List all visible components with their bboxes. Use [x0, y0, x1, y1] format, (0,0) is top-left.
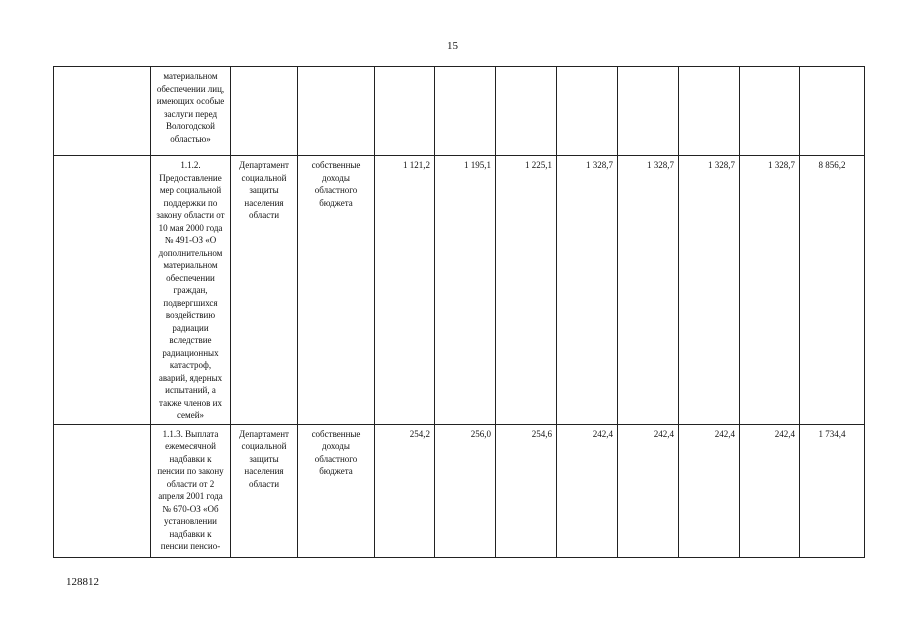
value-cell: 1 328,7 [740, 156, 800, 425]
blank-cell [54, 156, 151, 425]
blank-cell [54, 424, 151, 557]
value-cell [618, 67, 679, 156]
table-row [54, 67, 865, 156]
value-cell: 1 121,2 [375, 156, 435, 425]
value-cell: 1 225,1 [496, 156, 557, 425]
funding-source-cell: собственные доходы областного бюджета [298, 156, 375, 425]
value-cell: 242,4 [557, 424, 618, 557]
table-row [54, 424, 865, 557]
value-cell [679, 67, 740, 156]
measure-description: 1.1.2. Предоставление мер социальной поддержки по закону области от 10 мая 2000 года № 491-ОЗ «О дополнительном материальном обеспечении граждан, подвергшихся воздействию радиации вследствие радиационных катастроф, аварий, ядерных испытаний, а также членов их семей» [151, 156, 231, 425]
value-cell: 254,6 [496, 424, 557, 557]
funding-source-cell: собственные доходы областного бюджета [298, 424, 375, 557]
measure-description: материальном обеспечении лиц, имеющих особые заслуги перед Вологодской областью» [151, 67, 231, 156]
value-cell [496, 67, 557, 156]
value-cell: 256,0 [435, 424, 496, 557]
value-cell: 1 328,7 [679, 156, 740, 425]
value-cell: 242,4 [740, 424, 800, 557]
blank-cell [54, 67, 151, 156]
value-cell: 1 328,7 [557, 156, 618, 425]
value-cell: 1 328,7 [618, 156, 679, 425]
value-cell [740, 67, 800, 156]
value-cell: 242,4 [618, 424, 679, 557]
measure-description: 1.1.3. Выплата ежемесячной надбавки к пенсии по закону области от 2 апреля 2001 года № 670-ОЗ «Об установлении надбавки к пенсии пенсио- [151, 424, 231, 557]
document-code: 128812 [66, 576, 99, 588]
value-cell: 254,2 [375, 424, 435, 557]
total-cell: 8 856,2 [800, 156, 865, 425]
value-cell [435, 67, 496, 156]
total-cell: 1 734,4 [800, 424, 865, 557]
executor-cell: Департамент социальной защиты населения области [231, 424, 298, 557]
value-cell [375, 67, 435, 156]
budget-table [53, 66, 865, 558]
table-row [54, 156, 865, 425]
page-number: 15 [447, 40, 458, 52]
value-cell: 242,4 [679, 424, 740, 557]
value-cell: 1 195,1 [435, 156, 496, 425]
value-cell [557, 67, 618, 156]
executor-cell [231, 67, 298, 156]
executor-cell: Департамент социальной защиты населения области [231, 156, 298, 425]
funding-source-cell [298, 67, 375, 156]
total-cell [800, 67, 865, 156]
